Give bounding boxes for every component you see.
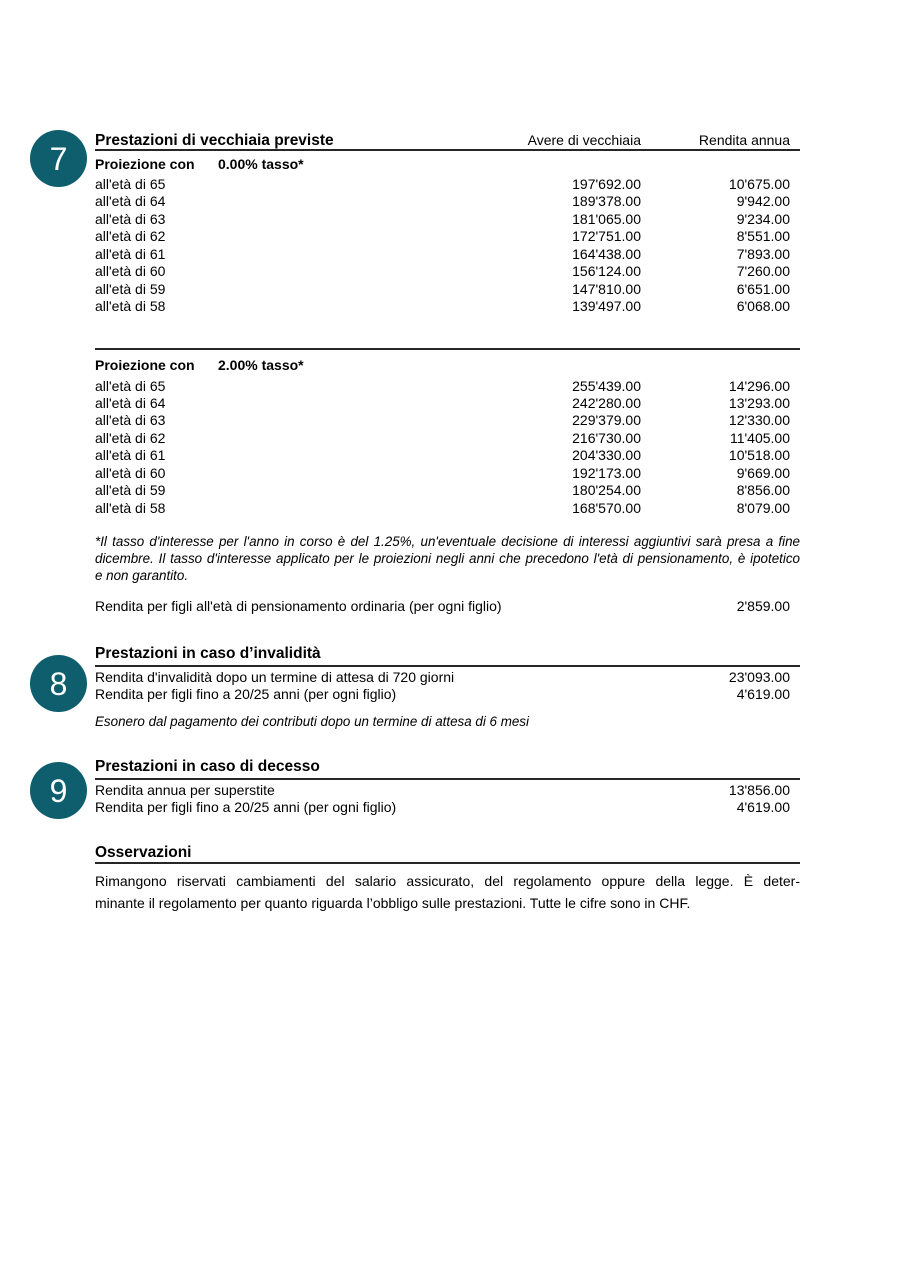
rendita-value: 8'856.00 [736,482,790,499]
benefit-label: Rendita per figli fino a 20/25 anni (per ogni figlio) [95,686,397,703]
child-pension-amount: 2'859.00 [736,598,790,614]
section-7-title: Prestazioni di vecchiaia previste [95,132,334,149]
section-9-header-row [95,757,800,775]
section-9-number: 9 [49,772,68,809]
rendita-value: 10'675.00 [728,176,790,192]
table-row [95,176,800,193]
table-row [95,298,800,315]
benefit-label: Rendita annua per superstite [95,781,275,798]
age-label: all'età di 62 [95,429,166,446]
rendita-value: 10'518.00 [728,447,790,464]
avere-value: 172'751.00 [572,228,641,245]
section-8-header-row [95,644,800,662]
rendita-value: 9'942.00 [736,193,790,210]
age-label: all'età di 59 [95,280,166,297]
rendita-value: 8'551.00 [736,228,790,245]
section-7-header-row [95,131,800,149]
rendita-value: 6'068.00 [736,298,790,315]
avere-value: 197'692.00 [572,176,641,192]
section-9-rows [95,782,800,818]
projection-table-0 [95,176,800,316]
table-row [95,447,800,464]
section-9-title: Prestazioni in caso di decesso [95,758,320,775]
avere-value: 255'439.00 [572,377,641,394]
footnote-line: e non garantito. [95,568,189,583]
benefit-label: Rendita per figli fino a 20/25 anni (per ogni figlio) [95,799,397,816]
table-row [95,395,800,412]
benefit-amount: 4'619.00 [736,686,790,703]
osservazioni-rule [95,862,800,864]
avere-value: 147'810.00 [572,280,641,297]
benefit-row [95,669,800,687]
table-row [95,263,800,280]
table-row [95,211,800,228]
rendita-value: 11'405.00 [729,429,790,446]
child-pension-label: Rendita per figli all'età di pensionamento ordinaria (per ogni figlio) [95,598,502,614]
footnote-line: *Il tasso d'interesse per l'anno in corso è del 1.25%, un'eventuale decisione di interessi aggiuntivi sarà presa a fine [95,534,800,549]
avere-value: 164'438.00 [572,245,641,262]
benefit-row [95,782,800,800]
age-label: all'età di 65 [95,176,166,192]
table-row [95,228,800,245]
age-label: all'età di 58 [95,499,166,516]
avere-value: 216'730.00 [572,429,641,446]
osservazioni-header-row [95,843,800,861]
benefit-amount: 13'856.00 [728,781,790,798]
section-7-header-rule [95,149,800,151]
section-7-badge [30,130,87,187]
osservazioni-title: Osservazioni [95,844,192,861]
avere-value: 192'173.00 [572,464,641,481]
rendita-value: 8'079.00 [736,499,790,516]
avere-value: 229'379.00 [572,412,641,429]
section-9-badge [30,762,87,819]
section-8-number: 8 [49,665,68,702]
age-label: all'età di 58 [95,298,166,315]
rendita-value: 13'293.00 [728,394,790,411]
age-label: all'età di 64 [95,394,166,411]
projection-table-1 [95,378,800,518]
age-label: all'età di 62 [95,228,166,245]
avere-value: 242'280.00 [572,394,641,411]
age-label: all'età di 60 [95,263,166,280]
avere-value: 204'330.00 [572,447,641,464]
rendita-value: 14'296.00 [728,377,790,394]
rendita-value: 6'651.00 [736,280,790,297]
avere-value: 168'570.00 [572,499,641,516]
benefit-amount: 23'093.00 [728,668,790,685]
interest-rate-footnote [95,533,800,584]
benefit-row [95,799,800,817]
benefit-row [95,686,800,704]
section-8-rule [95,665,800,667]
projection-0-rate: 0.00% tasso* [218,156,304,172]
avere-value: 139'497.00 [572,298,641,315]
age-label: all'età di 63 [95,210,166,227]
age-label: all'età di 59 [95,482,166,499]
section-8-rows [95,669,800,705]
table-row [95,500,800,517]
avere-value: 156'124.00 [572,263,641,280]
table-row [95,246,800,263]
footnote-line: dicembre. Il tasso d'interesse applicato per le proiezioni negli anni che precedono l'età di pensionamento, è ipotetico [95,551,800,566]
section-8-badge [30,655,87,712]
rendita-value: 7'893.00 [736,245,790,262]
osservazioni-text [95,871,800,914]
avere-value: 180'254.00 [572,482,641,499]
table-row [95,412,800,429]
table-row [95,378,800,395]
table-row [95,193,800,210]
benefit-label: Rendita d'invalidità dopo un termine di attesa di 720 giorni [95,668,455,685]
age-label: all'età di 64 [95,193,166,210]
rendita-value: 12'330.00 [728,412,790,429]
projection-1-header [95,356,800,374]
rendita-value: 9'234.00 [736,210,790,227]
projection-0-header [95,155,800,173]
projection-1-rate: 2.00% tasso* [218,357,304,373]
osservazioni-line: Rimangono riservati cambiamenti del salario assicurato, del regolamento oppure della legge. È deter- [95,873,800,889]
rendita-value: 7'260.00 [736,263,790,280]
table-row [95,482,800,499]
benefit-amount: 4'619.00 [736,799,790,816]
column-header-avere: Avere di vecchiaia [527,132,641,148]
section-9-rule [95,778,800,780]
column-header-rendita: Rendita annua [698,132,790,148]
section-7-number: 7 [49,140,68,177]
table-row [95,465,800,482]
projection-1-prefix: Proiezione con [95,357,195,373]
rendita-value: 9'669.00 [736,464,790,481]
section-8-title: Prestazioni in caso d’invalidità [95,645,321,662]
projection-0-prefix: Proiezione con [95,156,195,172]
age-label: all'età di 60 [95,464,166,481]
age-label: all'età di 61 [95,447,166,464]
avere-value: 181'065.00 [572,210,641,227]
osservazioni-line: minante il regolamento per quanto riguarda l’obbligo sulle prestazioni. Tutte le cifre sono in CHF. [95,894,691,911]
contribution-waiver-note: Esonero dal pagamento dei contributi dopo un termine di attesa di 6 mesi [95,714,529,729]
age-label: all'età di 65 [95,377,166,394]
age-label: all'età di 61 [95,245,166,262]
child-pension-row [95,597,800,615]
avere-value: 189'378.00 [572,193,641,210]
age-label: all'età di 63 [95,412,166,429]
projection-separator-rule [95,348,800,350]
table-row [95,430,800,447]
table-row [95,281,800,298]
